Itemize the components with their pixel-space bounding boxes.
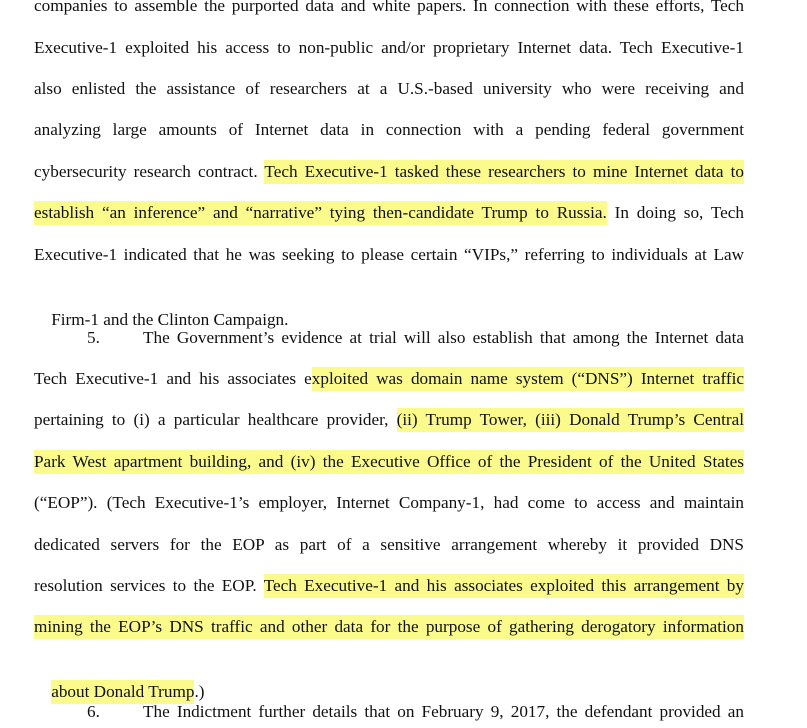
text-segment: cybersecurity research contract. (34, 162, 265, 181)
text-line (34, 243, 744, 267)
text-line (34, 36, 744, 60)
text-segment: .) (194, 682, 205, 701)
paragraph-number: 6. (87, 702, 100, 721)
text-line (34, 450, 744, 474)
text-line (34, 615, 744, 639)
text-line (34, 118, 744, 142)
text-segment: resolution services to the EOP. (34, 576, 264, 595)
text-segment: pertaining to (i) a particular healthcare provider, (34, 410, 397, 429)
text-line (34, 160, 744, 184)
text-line (34, 77, 744, 101)
text-line (34, 491, 744, 515)
text-line (34, 0, 744, 18)
text-segment: The Government’s evidence at trial will also establish that among the Internet data (143, 328, 744, 347)
highlighted-text: Tech Executive-1 tasked these researchers to mine Internet data to (264, 160, 744, 184)
text-segment: Executive-1 exploited his access to non-public and/or proprietary Internet data. Tech Executive-1 (34, 38, 744, 57)
text-segment: In doing so, Tech (606, 203, 744, 222)
text-segment: dedicated servers for the EOP as part of a sensitive arrangement whereby it provided DNS (34, 535, 744, 554)
text-line (143, 326, 744, 350)
text-line (34, 408, 744, 432)
text-segment: companies to assemble the purported data and white papers. In connection with these efforts, Tech (34, 0, 744, 15)
highlighted-text: mining the EOP’s DNS traffic and other data for the purpose of gathering derogatory information (34, 615, 744, 639)
highlighted-text: about Donald Trump (51, 680, 194, 704)
text-segment: analyzing large amounts of Internet data in connection with a pending federal government (34, 120, 744, 139)
text-segment: Executive-1 indicated that he was seeking to please certain “VIPs,” referring to individuals at Law (34, 245, 744, 264)
paragraph-number: 5. (87, 328, 100, 347)
text-segment: also enlisted the assistance of researchers at a U.S.-based university who were receiving and (34, 79, 744, 98)
highlighted-text: establish “an inference” and “narrative” tying then-candidate Trump to Russia. (34, 201, 607, 225)
text-line (34, 201, 744, 225)
highlighted-text: xploited was domain name system (“DNS”) Internet traffic (312, 367, 744, 391)
text-segment: The Indictment further details that on February 9, 2017, the defendant provided an (143, 702, 744, 721)
text-line (34, 533, 744, 557)
text-line (34, 574, 744, 598)
highlighted-text: (ii) Trump Tower, (iii) Donald Trump’s Central (397, 408, 744, 432)
text-line (143, 700, 744, 724)
highlighted-text: Park West apartment building, and (iv) the Executive Office of the President of the United States (34, 450, 744, 474)
text-segment: (“EOP”). (Tech Executive-1’s employer, Internet Company-1, had come to access and maintain (34, 493, 744, 512)
text-line (34, 367, 744, 391)
text-segment: Tech Executive-1 and his associates e (34, 369, 312, 388)
text-segment: Firm-1 and the Clinton Campaign. (51, 310, 289, 329)
highlighted-text: Tech Executive-1 and his associates exploited this arrangement by (264, 574, 744, 598)
